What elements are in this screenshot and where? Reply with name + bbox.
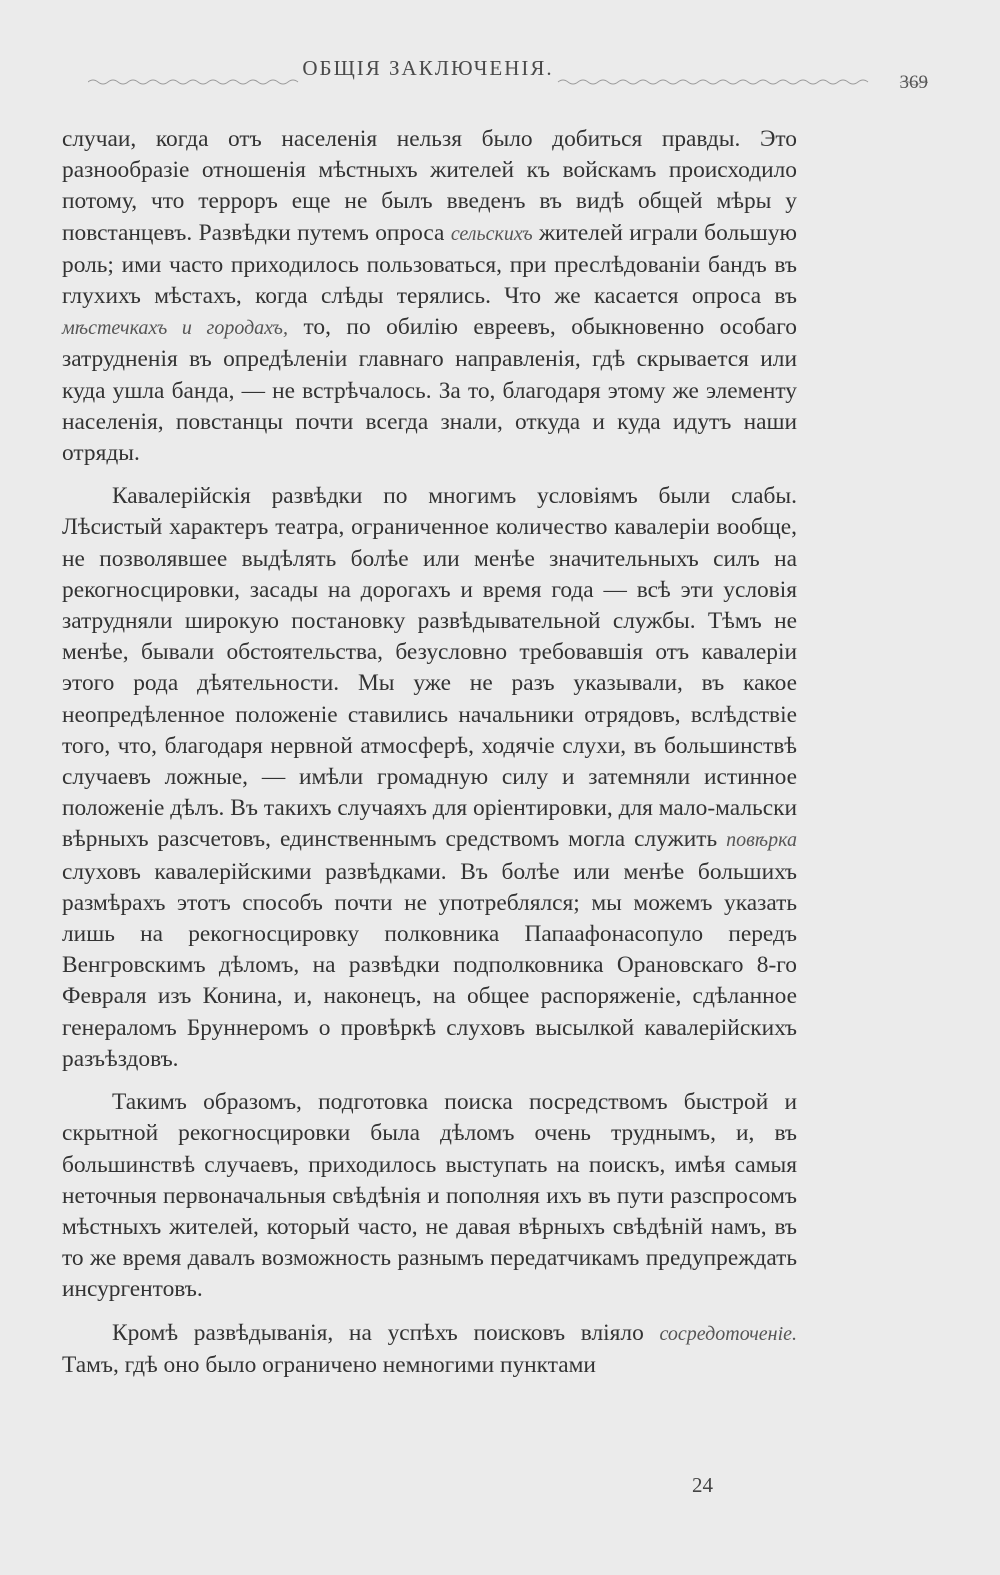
- body-text: [62, 124, 797, 1393]
- paragraph-1-emphasis-b: мѣстечкахъ и городахъ,: [62, 317, 288, 340]
- paragraph-1-emphasis-a: сельскихъ: [450, 222, 533, 245]
- paragraph-1-part-c: то, по обилію евреевъ, обыкновенно особаго затрудненія въ опредѣленіи главнаго направленія, гдѣ скрывается или куда ушла банда, — не встрѣчалось. За то, благодаря этому же элементу населенія, повстанцы почти всегда знали, откуда и куда идутъ наши отряды.: [62, 314, 797, 467]
- paragraph-1-part-b: жителей играли большую роль; ими часто приходилось пользоваться, при преслѣдованіи бандъ въ глухихъ мѣстахъ, когда слѣды терялись. Что же касается опроса въ: [62, 219, 797, 310]
- paragraph-2-part-b: слуховъ кавалерійскими развѣдками. Въ болѣе или менѣе большихъ размѣрахъ этотъ способъ почти не употреблялся; мы можемъ указать лишь на рекогносцировку полковника Папаафонасопуло передъ Венгровскимъ дѣломъ, на развѣдки подполковника Орановскаго 8-го Февраля изъ Конина, и, наконецъ, на общее распоряженіе, сдѣланное генераломъ Бруннеромъ о провѣркѣ слуховъ высылкой кавалерійскихъ разъѣздовъ.: [62, 858, 797, 1072]
- paragraph-1-part-a: случаи, когда отъ населенія нельзя было добиться правды. Это разнообразіе отношенія мѣстныхъ жителей къ войскамъ происходило потому, что терроръ еще не былъ введенъ въ видѣ общей мѣры у повстанцевъ. Развѣдки путемъ опроса: [62, 126, 797, 246]
- paragraph-1: [62, 124, 797, 469]
- page-number: 369: [899, 72, 928, 93]
- paragraph-2-emphasis: повѣрка: [726, 829, 797, 852]
- running-head: [88, 56, 928, 106]
- paragraph-4-part-b: Тамъ, гдѣ оно было ограничено немногими пунктами: [62, 1351, 596, 1378]
- paragraph-3: Такимъ образомъ, подготовка поиска посредствомъ быстрой и скрытной рекогносцировки была дѣломъ очень труднымъ, и, въ большинствѣ случаевъ, приходилось выступать на поискъ, имѣя самыя неточныя первоначальныя свѣдѣнія и пополняя ихъ въ пути разспросомъ мѣстныхъ жителей, который часто, не давая вѣрныхъ свѣдѣній намъ, въ то же время давалъ возможность разнымъ передатчикамъ предупреждать инсургентовъ.: [62, 1089, 797, 1303]
- paragraph-2: [62, 481, 797, 1075]
- paragraph-4-part-a: Кромѣ развѣдыванія, на успѣхъ поисковъ вліяло: [112, 1319, 660, 1346]
- signature-mark: 24: [692, 1473, 713, 1497]
- paragraph-4-emphasis: сосредоточеніе.: [659, 1322, 797, 1345]
- paragraph-2-part-a: Кавалерійскія развѣдки по многимъ условіямъ были слабы. Лѣсистый характеръ театра, ограниченное количество кавалеріи вообще, не позволявшее выдѣлять болѣе или менѣе значительныхъ силъ на рекогносцировки, засады на дорогахъ и время года — всѣ эти условія затрудняли широкую постановку развѣдывательной службы. Тѣмъ не менѣе, бывали обстоятельства, безусловно требовавшія отъ кавалеріи этого рода дѣятельности. Мы уже не разъ указывали, въ какое неопредѣленное положеніе ставились начальники отрядовъ, вслѣдствіе того, что, благодаря нервной атмосферѣ, ходячіе слухи, въ большинствѣ случаевъ ложные, — имѣли громадную силу и затемняли истинное положеніе дѣлъ. Въ такихъ случаяхъ для оріентировки, для мало-мальски вѣрныхъ разсчетовъ, единственнымъ средствомъ могла служить: [62, 483, 797, 853]
- running-title: ОБЩІЯ ЗАКЛЮЧЕНІЯ.: [302, 56, 554, 80]
- paragraph-4: [62, 1318, 797, 1381]
